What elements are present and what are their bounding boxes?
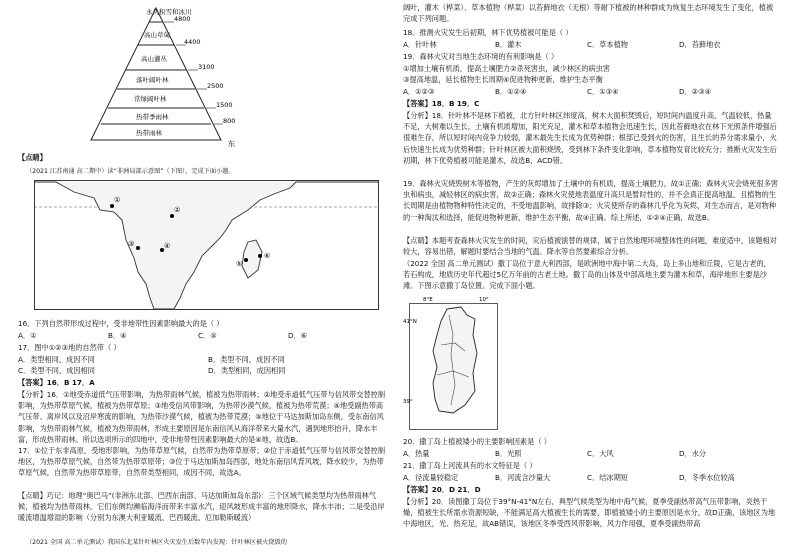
option: C．结冰期短 — [587, 473, 628, 482]
option: D．水分 — [679, 449, 707, 458]
height-label: 3100 — [198, 63, 215, 71]
height-label: 1500 — [216, 101, 233, 109]
question-17: 17．图中①②③地的自然带（ ） — [18, 343, 121, 352]
option: D．冬季水位较高 — [679, 473, 735, 482]
option: D．⑥ — [288, 331, 308, 340]
map-point-label: ⑥ — [264, 252, 271, 260]
option: B．①②④ — [495, 87, 527, 96]
height-label: 4400 — [184, 38, 201, 46]
option: A．针叶林 — [403, 40, 437, 49]
option: C．⑤ — [198, 331, 217, 340]
belt-label: 热带季雨林 — [136, 113, 169, 121]
map-lat-label: 41°N — [403, 319, 417, 325]
analysis-17: 17．①位于东非高原，受地形影响，为热带草原气候，自然带为热带草原带；②位于赤道低气压带与信风带交替控制地区，为热带草原气候，自然带为热带草原带；③位于马达加斯加岛西部，地处东南信风背风坡，降水较少，为热带草原气候，自然带为热带草原带，自然带类型相同，成因不同，故选A。 — [18, 446, 386, 478]
belt-label: 常绿阔叶林 — [134, 95, 167, 103]
option: B．④ — [108, 331, 127, 340]
option: D．苔藓地衣 — [679, 40, 721, 49]
map-point-label: ① — [114, 196, 121, 204]
q19-item: ③提高地温，延长植物生长周期④促进物种更新，维护生态平衡 — [403, 75, 603, 84]
review-3: 【点睛】本题考查森林火灾发生的时间，灾后植被演替的规律，属于自然地理环境整体性的问题，难度适中，该题相对较大，容易出错，解题时要结合当地的气温、降水等自然要素综合分析。 — [403, 236, 777, 257]
q21-options — [403, 472, 735, 483]
height-label: 4800 — [174, 15, 191, 23]
vertical-zonation-pyramid — [66, 0, 296, 150]
question-19: 19．森林火灾对当地生态环境的有利影响是（ ） — [403, 52, 559, 61]
question-18: 18．推测火灾发生后初期，林下优势植被可能是（ ） — [403, 28, 573, 37]
option: A．① — [18, 331, 37, 340]
q19-options — [403, 86, 711, 97]
option: B．光照 — [495, 449, 522, 458]
analysis-18: 【分析】18．针叶林不是林下植被，北方针叶林区纬度高，树木大面积焚毁后，短时间内温度升高，气温较低，热量不足，大树难以生长，土壤有机质增加，阳光充足，灌木和草本植物会迅速生长，因此苔藓地衣在林下光照条件增强后很难生存，所以短时间内竞争力较弱，灌木最先生长成为优势种群；根部已受到火的伤害，且生长的养分需求量小，火后快速生长成为优势种群；针叶林区被大面积烧毁，受到林下条件变化影响，草本植物发育比较充分；推断火灾发生后初期，林下优势植被可能是灌木，故选B，ACD错。 — [403, 111, 777, 165]
height-label: 800 — [223, 117, 236, 125]
analysis-19: 19．森林火灾烧毁树木等植物，产生的灰烬增加了土壤中的有机质，提高土壤肥力，故①正确；森林火灾会烧死很多害虫和病虫，减轻林区的病虫害，故②正确；森林火灾使地表温度升高只是暂时性的，并不会真正提高地温，且植物的生长周期是由植物物种特性决定的，不受地温影响，故排除③；火灾使所存的森林几乎化为灰烬，对生态而言，是对物种的一种淘汰和选择，能促进物种更新，维护生态平衡，故④正确。综上所述，①②④正确，故选B。 — [403, 179, 778, 222]
option: A．径流量较稳定 — [403, 473, 459, 482]
option: C．大风 — [587, 449, 614, 458]
review-label: 【点睛】 — [18, 153, 47, 162]
answer-20-21: 【答案】20．D 21．D — [403, 485, 481, 494]
option: C．类型不同，成因相同 — [18, 366, 95, 375]
option: B．类型不同，成因不同 — [208, 355, 285, 364]
q20-options — [403, 448, 706, 459]
q16-options — [18, 330, 307, 341]
belt-label: 高山草甸 — [144, 31, 170, 39]
height-label: 2500 — [207, 82, 224, 90]
option: D．类型相同，成因相同 — [208, 366, 286, 375]
analysis-20: 【分析】20．读图撒丁岛位于39°N-41°N左右，典型气候类型为地中海气候，夏季受副热带高气压带影响，炎热干燥，植被生长所需水资源短缺，不能满足高大植被生长的需要，即植被矮小的主要原因是水分，故D正确，该地区为地中海地区，光、热充足，故AB错误，该地区冬季受西风带影响，风力作用强，夏季受副热带高 — [403, 497, 776, 529]
q17-options-1 — [18, 354, 285, 365]
option: B．灌木 — [495, 40, 522, 49]
map-lon-label: 8°E — [423, 297, 433, 303]
question-16: 16．下列自然带形成过程中，受非地带性因素影响最大的是（ ） — [18, 319, 224, 328]
africa-map — [34, 180, 379, 310]
review-2: 【点睛】巧记：地理“奥巴马”(非洲东北部、巴西东南部、马达加斯加岛东部)：三个区域气候类型均为热带雨林气候，植被均为热带雨林，它们东侧均濒临海洋而带来丰富水汽，迎风坡形成丰富的地形降水，降水丰沛；二是受沿岸暖流增温增湿的影响（分别为东澳大利亚暖流、巴西暖流、厄加勒斯暖流） — [18, 491, 385, 523]
map-point-label: ② — [174, 206, 181, 214]
map-point-label: ⑤ — [236, 260, 243, 268]
option: A．热量 — [403, 449, 430, 458]
option: C．①③④ — [587, 87, 619, 96]
analysis-16: 【分析】16．①地受赤道低气压带影响，为热带雨林气候，植被为热带雨林；②地受赤道低气压带与信风带交替控制影响，为热带草原气候，植被为热带草原；③地受信风带影响，为热带沙漠气候，植被为热带荒漠；④地受副热带高气压带、离岸风以及沿岸寒流的影响，为热带沙漠气候，植被为热带荒漠；⑤地位于马达加斯加岛东侧，受东南信风影响，为热带雨林气候，植被为热带雨林，形成主要原因是东南信风从海洋带来大量水汽，遇到地形抬升，降水丰富，形成热带雨林。所以选项所示的四地中，受非地带性因素影响最大的是④地，故选B。 — [18, 390, 386, 444]
answer-18-19: 【答案】18．B 19．C — [403, 99, 480, 108]
question-20: 20．撒丁岛上植被矮小的主要影响因素是（ ） — [403, 437, 551, 446]
q18-options — [403, 39, 720, 50]
option: B．河流含沙量大 — [495, 473, 551, 482]
direction-label: 东 — [228, 140, 235, 148]
passage-2: （2021 全国 高二单元测试）我国东北某针叶林区火灾发生后数年内发现：针叶林区被火烧毁的 — [26, 539, 287, 546]
option: A．①②③ — [403, 87, 435, 96]
belt-label: 落叶阔叶林 — [136, 76, 169, 84]
passage-ref: （2021 江苏南通 高二期中）读“非洲局部示意图”（下图），完成下面小题。 — [26, 168, 235, 175]
belt-label: 永久积雪和冰川 — [146, 8, 192, 16]
option: D．②③④ — [679, 87, 712, 96]
map-point-label: ④ — [164, 242, 171, 250]
belt-label: 高山灌丛 — [141, 55, 167, 63]
option: A．类型相同，成因不同 — [18, 355, 95, 364]
passage-3: （2022 全国 高二单元测试）撒丁岛位于意大利西部，是欧洲地中海中第二大岛，岛上多山地和丘陵，它是古老的，若石构成，地质历史年代超过5亿万年前的古老土地。撒丁岛的山体及中部高地主要为灌木和草，海岸地形主要是沙滩。下图示意撒丁岛位置。完成下面小题。 — [403, 259, 771, 290]
left-column — [16, 0, 391, 560]
right-column — [403, 0, 778, 560]
map-point-label: ③ — [128, 240, 135, 248]
question-21: 21．撒丁岛上河流具有的水文特征是（ ） — [403, 461, 537, 470]
option: C．草本植物 — [587, 40, 628, 49]
map-lon-label: 10° — [479, 297, 489, 303]
q17-options-2 — [18, 365, 285, 376]
sardinia-map — [403, 295, 503, 433]
answer-16-17: 【答案】16．B 17．A — [18, 378, 95, 387]
q19-item: ①增加土壤有机质，提高土壤肥力②杀死害虫，减少林区的病虫害 — [403, 64, 610, 73]
belt-label: 热带雨林 — [136, 129, 162, 137]
map-lat-label: 39° — [403, 399, 413, 405]
passage-continued: 阔叶，灌木（桦菜）、草本植物（桦菜）以苔藓地衣（无根）等耐下植被的林种群成为恢复生态环境发生了变化，植被完成下列问题。 — [403, 3, 774, 23]
